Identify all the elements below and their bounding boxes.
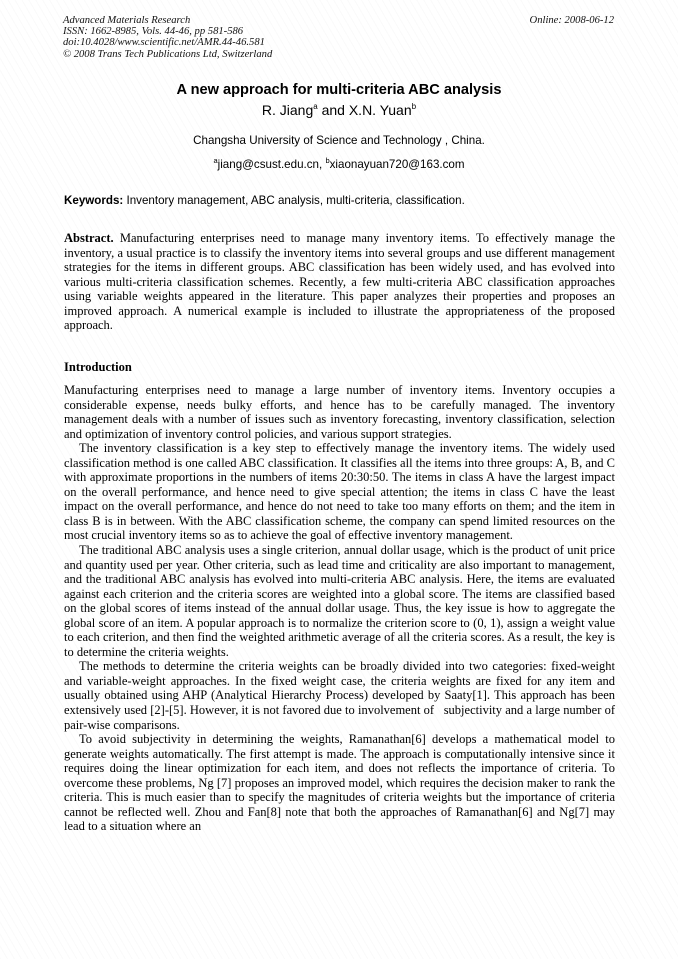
- author-list: [0, 101, 678, 120]
- journal-header: [63, 15, 272, 60]
- keywords-text: Inventory management, ABC analysis, multi-criteria, classification.: [126, 194, 465, 207]
- author-name: R. Jiang: [261, 102, 314, 118]
- keywords-label: Keywords:: [64, 194, 124, 207]
- abstract: [64, 231, 615, 333]
- doi-link[interactable]: doi:10.4028/www.scientific.net/AMR.44-46.581: [63, 37, 265, 49]
- email-mark: b: [325, 156, 330, 165]
- section-heading-introduction: Introduction: [64, 360, 132, 374]
- email-separator: ,: [319, 158, 326, 171]
- copyright: © 2008 Trans Tech Publications Ltd, Switzerland: [63, 48, 273, 60]
- author-name: X.N. Yuan: [348, 102, 412, 118]
- email-mark: a: [213, 156, 218, 165]
- issn-volume: ISSN: 1662-8985, Vols. 44-46, pp 581-586: [63, 26, 244, 38]
- author-joiner: and: [317, 102, 349, 118]
- email-link[interactable]: jiang@csust.edu.cn: [217, 158, 319, 171]
- paragraph: Manufacturing enterprises need to manage a large number of inventory items. Inventory occupies a considerable expense, needs bulky efforts, and hence has to be carefully managed. The inventory management deals with a number of issues such as inventory forecasting, inventory classification, selection and optimization of inventory control policies, and various support strategies.: [64, 383, 615, 441]
- paragraph: The inventory classification is a key step to effectively manage the inventory items. The widely used classification method is one called ABC classification. It classifies all the items into three groups: A, B, and C with approximate proportions in the numbers of items 20:30:50. The items in class A have the largest impact on the overall performance, and hence need to give special attention; the items in class C have the least impact on the overall performance, and hence do not need to take too many efforts on them; and the item in class B is in between. With the ABC classification scheme, the company can spend limited resources on the most crucial inventory items so as to achieve the goal of effective inventory management.: [64, 441, 615, 543]
- author-affiliation-mark: a: [313, 102, 318, 111]
- keywords: [64, 194, 624, 208]
- email-list: [0, 158, 678, 172]
- abstract-label: Abstract.: [64, 231, 114, 245]
- email-link[interactable]: xiaonayuan720@163.com: [329, 158, 465, 171]
- paper-title: A new approach for multi-criteria ABC analysis: [176, 82, 502, 98]
- journal-name: Advanced Materials Research: [63, 15, 191, 26]
- introduction-body: [64, 383, 615, 834]
- author-affiliation-mark: b: [411, 102, 417, 111]
- paragraph: The traditional ABC analysis uses a single criterion, annual dollar usage, which is the product of unit price and quantity used per year. Other criteria, such as lead time and criticality are also important to management, and the traditional ABC analysis has evolved into multi-criteria ABC analysis. Here, the items are evaluated against each criterion and the criteria scores are weighted into a global score. The items are classified based on the global scores of items instead of the annual dollar usage. Thus, the key issue is how to aggregate the global score of an item. A popular approach is to normalize the criterion score to (0, 1), assign a weight value to each criterion, and then find the weighted arithmetic average of all the criteria scores. As a result, the key is to determine the criteria weights.: [64, 543, 615, 659]
- paragraph: The methods to determine the criteria weights can be broadly divided into two categories: fixed-weight and variable-weight approaches. In the fixed weight case, the criteria weights are fixed for any item and usually obtained using AHP (Analytical Hierarchy Process) developed by Saaty[1]. This approach has been extensively used [2]-[5]. However, it is not favored due to involvement of subjectivity and a large number of pair-wise comparisons.: [64, 659, 615, 732]
- paragraph: To avoid subjectivity in determining the weights, Ramanathan[6] develops a mathematical model to generate weights automatically. The first attempt is made. The approach is computationally intensive since it requires doing the linear optimization for each item, and does not reflects the importance of criteria. To overcome these problems, Ng [7] proposes an improved model, which requires the decision maker to rank the criteria. This is much easier than to specify the magnitudes of criteria weights but the importance of criteria cannot be reflected well. Zhou and Fan[8] note that both the approaches of Ramanathan[6] and Ng[7] may lead to a situation where an: [64, 732, 615, 834]
- affiliation: Changsha University of Science and Technology , China.: [193, 134, 485, 147]
- online-date: Online: 2008-06-12: [529, 15, 614, 26]
- abstract-text: Manufacturing enterprises need to manage many inventory items. To effectively manage the inventory, a usual practice is to classify the inventory items into several groups and use different management strategies for the items in different groups. ABC classification has been widely used, and has evolved into various multi-criteria classification schemes. Recently, a few multi-criteria ABC classification approaches using variable weights appeared in the literature. This paper analyzes their properties and proposes an improved approach. A numerical example is included to illustrate the appropriateness of the proposed approach.: [64, 231, 615, 333]
- title-block: [0, 80, 678, 172]
